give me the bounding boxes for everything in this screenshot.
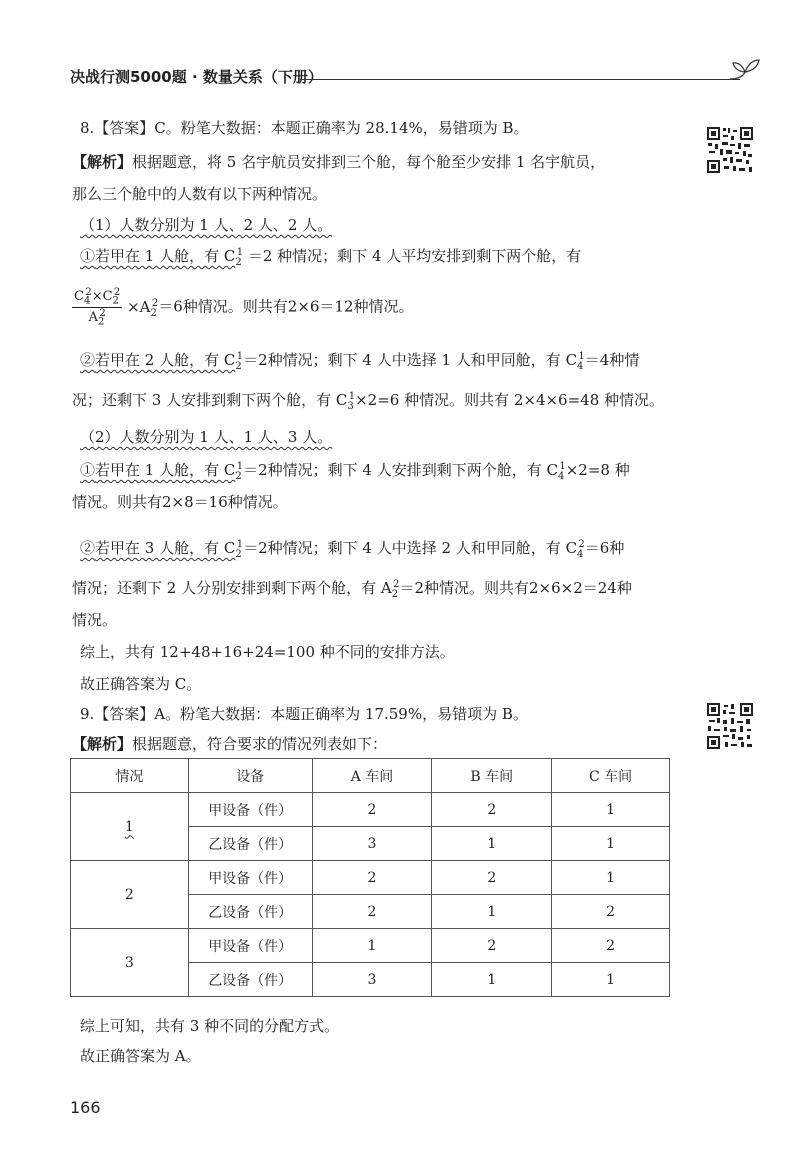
case-cell: 3	[71, 929, 189, 997]
case2-b-text-4: 情况；还剩下 2 人分别安排到剩下两个舱，有 A	[72, 579, 392, 597]
q8-analysis-line-1	[72, 152, 605, 172]
device-cell: 甲设备（件）	[188, 861, 312, 895]
case1-a-text-2: ＝2 种情况；剩下 4 人平均安排到剩下两个舱，有	[247, 247, 582, 265]
case2-b-text-3: ＝6种	[584, 539, 625, 557]
qr-code-icon[interactable]	[706, 126, 754, 174]
header-rule	[300, 79, 740, 80]
device-cell: 乙设备（件）	[188, 827, 312, 861]
value-cell: 2	[552, 895, 670, 929]
table-row	[71, 793, 670, 827]
case1-a-line-1: ①若甲在 1 人舱，有 $C_2^1 =2$ 种情况；剩下 4 人平均安排到剩下两个舱，有	[80, 247, 582, 268]
case1-b-line-2: 况；还剩下 3 人安排到剩下两个舱，有 $C_3^1\times 2=6$ 种情况。则共有 2×4×6=48 种情况。	[72, 391, 665, 412]
case2-a-text-2: ＝2种情况；剩下 4 人安排到剩下两个舱，有 C	[243, 461, 558, 479]
table-row	[71, 929, 670, 963]
case1-b-text-4: 况；还剩下 3 人安排到剩下两个舱，有 C	[72, 391, 348, 409]
analysis-text: 根据题意，符合要求的情况列表如下：	[132, 735, 388, 753]
case-cell: 2	[71, 861, 189, 929]
case1-b-line-1: ②若甲在 2 人舱，有 $C_2^1=2$种情况；剩下 4 人中选择 1 人和甲同舱，有 $C_4^1=4$种情	[80, 351, 640, 372]
value-cell: 2	[312, 793, 432, 827]
q8-answer-line: 8.【答案】C。粉笔大数据：本题正确率为 28.14%，易错项为 B。	[80, 119, 529, 137]
allocation-table	[70, 758, 670, 997]
value-cell: 3	[312, 963, 432, 997]
value-cell: 1	[312, 929, 432, 963]
case2-b-line-1: ②若甲在 3 人舱，有 $C_2^1=2$种情况；剩下 4 人中选择 2 人和甲同舱，有 $C_4^2=6$种	[80, 539, 625, 560]
q9-summary: 综上可知，共有 3 种不同的分配方式。	[80, 1017, 340, 1035]
value-cell: 2	[432, 861, 552, 895]
value-cell: 1	[552, 793, 670, 827]
q9-conclusion: 故正确答案为 A。	[80, 1047, 201, 1065]
case2-a-text-3: ×2=8 种	[565, 461, 630, 479]
table-header-cell: C 车间	[552, 759, 670, 793]
running-header-title: 决战行测5000题 · 数量关系（下册）	[70, 68, 323, 86]
case2-a-text: 若甲在 1 人舱，有 C	[95, 461, 236, 479]
device-cell: 甲设备（件）	[188, 929, 312, 963]
case-title-text: （2）人数分别为 1 人、1 人、3 人。	[80, 428, 333, 446]
case1-b-text-3: ＝4种情	[584, 351, 640, 369]
fraction: $\frac{C_4^2\times C_2^2}{A_2^2}$	[74, 286, 121, 328]
q8-summary: 综上，共有 12+48+16+24=100 种不同的安排方法。	[80, 643, 455, 661]
page-number: 166	[70, 1098, 101, 1117]
table-header-row	[71, 759, 670, 793]
table-header-cell: A 车间	[312, 759, 432, 793]
table-header-cell: 情况	[71, 759, 189, 793]
value-cell: 1	[552, 827, 670, 861]
table-header-cell: B 车间	[432, 759, 552, 793]
case1-a-text-3: ＝6种情况。则共有2×6＝12种情况。	[158, 297, 414, 316]
case2-a-line-1: ①若甲在 1 人舱，有 $C_2^1=2$种情况；剩下 4 人安排到剩下两个舱，有 $C_4^1\times 2=8$ 种	[80, 461, 630, 482]
value-cell: 2	[432, 929, 552, 963]
value-cell: 2	[312, 895, 432, 929]
device-cell: 乙设备（件）	[188, 895, 312, 929]
analysis-text: 根据题意，将 5 名宇航员安排到三个舱，每个舱至少安排 1 名宇航员，	[132, 153, 606, 171]
case1-b-text: 若甲在 2 人舱，有 C	[95, 351, 236, 369]
analysis-tag: 【解析】	[72, 735, 133, 753]
qr-code-icon[interactable]	[706, 702, 754, 750]
value-cell: 2	[312, 861, 432, 895]
case-cell	[71, 793, 189, 861]
value-cell: 2	[552, 929, 670, 963]
case2-b-line-2: 情况；还剩下 2 人分别安排到剩下两个舱，有 $A_2^2=2$种情况。则共有2×6×2＝24种	[72, 579, 632, 600]
q8-analysis-line-2: 那么三个舱中的人数有以下两种情况。	[72, 185, 328, 203]
value-cell: 1	[552, 963, 670, 997]
analysis-tag: 【解析】	[72, 153, 133, 171]
case1-b-text-5: ×2=6 种情况。则共有 2×4×6=48 种情况。	[355, 391, 665, 409]
case2-b-text-2: ＝2种情况；剩下 4 人中选择 2 人和甲同舱，有 C	[243, 539, 578, 557]
case-number: 1	[124, 818, 134, 835]
case1-title	[80, 215, 332, 235]
table-header-cell: 设备	[188, 759, 312, 793]
q9-answer-line: 9.【答案】A。粉笔大数据：本题正确率为 17.59%，易错项为 B。	[80, 705, 528, 723]
case-title-text: （1）人数分别为 1 人、2 人、2 人。	[80, 216, 333, 234]
case1-a-line-2: $\frac{C_4^2\times C_2^2}{A_2^2}$ $\times A_2^2=6$种情况。则共有2×6＝12种情况。	[74, 286, 414, 328]
value-cell: 1	[432, 827, 552, 861]
value-cell: 1	[432, 895, 552, 929]
value-cell: 1	[552, 861, 670, 895]
device-cell: 甲设备（件）	[188, 793, 312, 827]
case2-title	[80, 427, 332, 447]
table-row	[71, 861, 670, 895]
case1-a-text: 若甲在 1 人舱，有 C	[95, 247, 236, 265]
q9-analysis-line	[72, 734, 387, 754]
q8-conclusion: 故正确答案为 C。	[80, 675, 202, 693]
sprout-icon	[728, 54, 762, 84]
case2-a-line-2: 情况。则共有2×8＝16种情况。	[72, 493, 288, 511]
case1-b-text-2: ＝2种情况；剩下 4 人中选择 1 人和甲同舱，有 C	[243, 351, 578, 369]
value-cell: 1	[432, 963, 552, 997]
case2-b-text-5: ＝2种情况。则共有2×6×2＝24种	[399, 579, 632, 597]
case2-b-line-3: 情况。	[72, 611, 118, 629]
case2-b-text: 若甲在 3 人舱，有 C	[95, 539, 236, 557]
value-cell: 3	[312, 827, 432, 861]
value-cell: 2	[432, 793, 552, 827]
device-cell: 乙设备（件）	[188, 963, 312, 997]
